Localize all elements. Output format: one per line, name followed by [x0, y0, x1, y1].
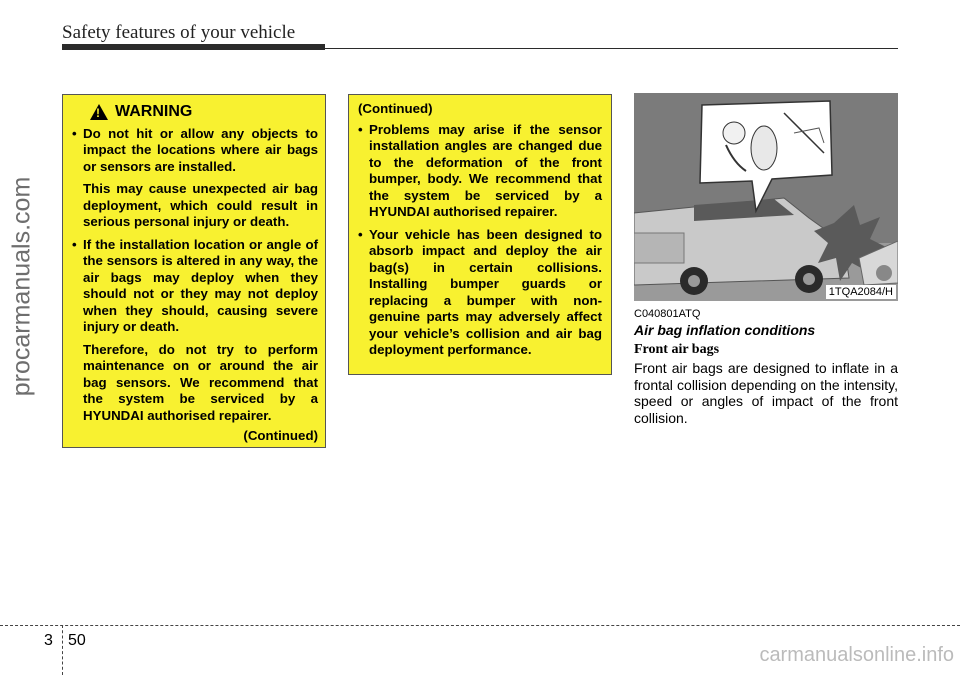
warning-header: [90, 104, 318, 121]
warning-item: [358, 122, 602, 221]
footer-rule: [0, 625, 960, 626]
warning-item: [358, 227, 602, 359]
warning-list: [72, 126, 318, 425]
header-bar: [62, 44, 325, 50]
warning-title: WARNING: [115, 103, 193, 120]
warning-box: [62, 94, 326, 448]
warning-continued-box: [348, 94, 612, 375]
illustration-code: 1TQA2084/H: [826, 285, 896, 299]
warning-item-text: Do not hit or allow any objects to impact the locations where air bags or sensors are installed.: [83, 125, 318, 174]
warning-item-text: Therefore, do not try to perform maintenance on or around the air bag sensors. We recommend that the system be serviced by a HYUNDAI authorised repairer.: [83, 341, 318, 423]
warning-item: [72, 126, 318, 231]
section-code: C040801ATQ: [634, 308, 701, 320]
warning-item-text: If the installation location or angle of the sensors is altered in any way, the air bags may deploy when they should not or they may not deploy when they should, causing severe injury or death.: [83, 236, 318, 334]
page-header-title: Safety features of your vehicle: [62, 22, 296, 43]
bottom-watermark: carmanualsonline.info: [759, 644, 954, 666]
chapter-number: 3: [44, 632, 53, 649]
header-rule: [325, 48, 898, 49]
continued-label: (Continued): [243, 428, 318, 443]
warning-list: [358, 122, 602, 359]
side-watermark: procarmanuals.com: [7, 176, 36, 397]
warning-item-text: This may cause unexpected air bag deployment, which could result in serious personal injury or death.: [83, 181, 318, 229]
airbag-collision-illustration: [634, 93, 898, 301]
section-subheading: Front air bags: [634, 342, 720, 357]
page-number: 50: [68, 632, 86, 649]
warning-triangle-icon: [90, 104, 108, 120]
footer-divider: [62, 625, 63, 675]
section-heading: Air bag inflation conditions: [634, 322, 816, 338]
warning-item-text: Your vehicle has been designed to absorb impact and deploy the air bag(s) in certain collisions. Installing bumper guards or replacing a bumper with non-genuine parts may adversely affect your vehicle’s collision and air bag deployment performance.: [369, 226, 602, 357]
continued-label: (Continued): [358, 101, 433, 116]
warning-item-text: Problems may arise if the sensor installation angles are changed due to the deformation of the front bumper, body. We recommend that the system be serviced by a HYUNDAI authorised repairer.: [369, 121, 602, 219]
warning-item: [72, 237, 318, 425]
section-body: Front air bags are designed to inflate in a frontal collision depending on the intensity, speed or angles of impact of the front collision.: [634, 360, 898, 426]
van-collision-drawing: [634, 93, 898, 301]
